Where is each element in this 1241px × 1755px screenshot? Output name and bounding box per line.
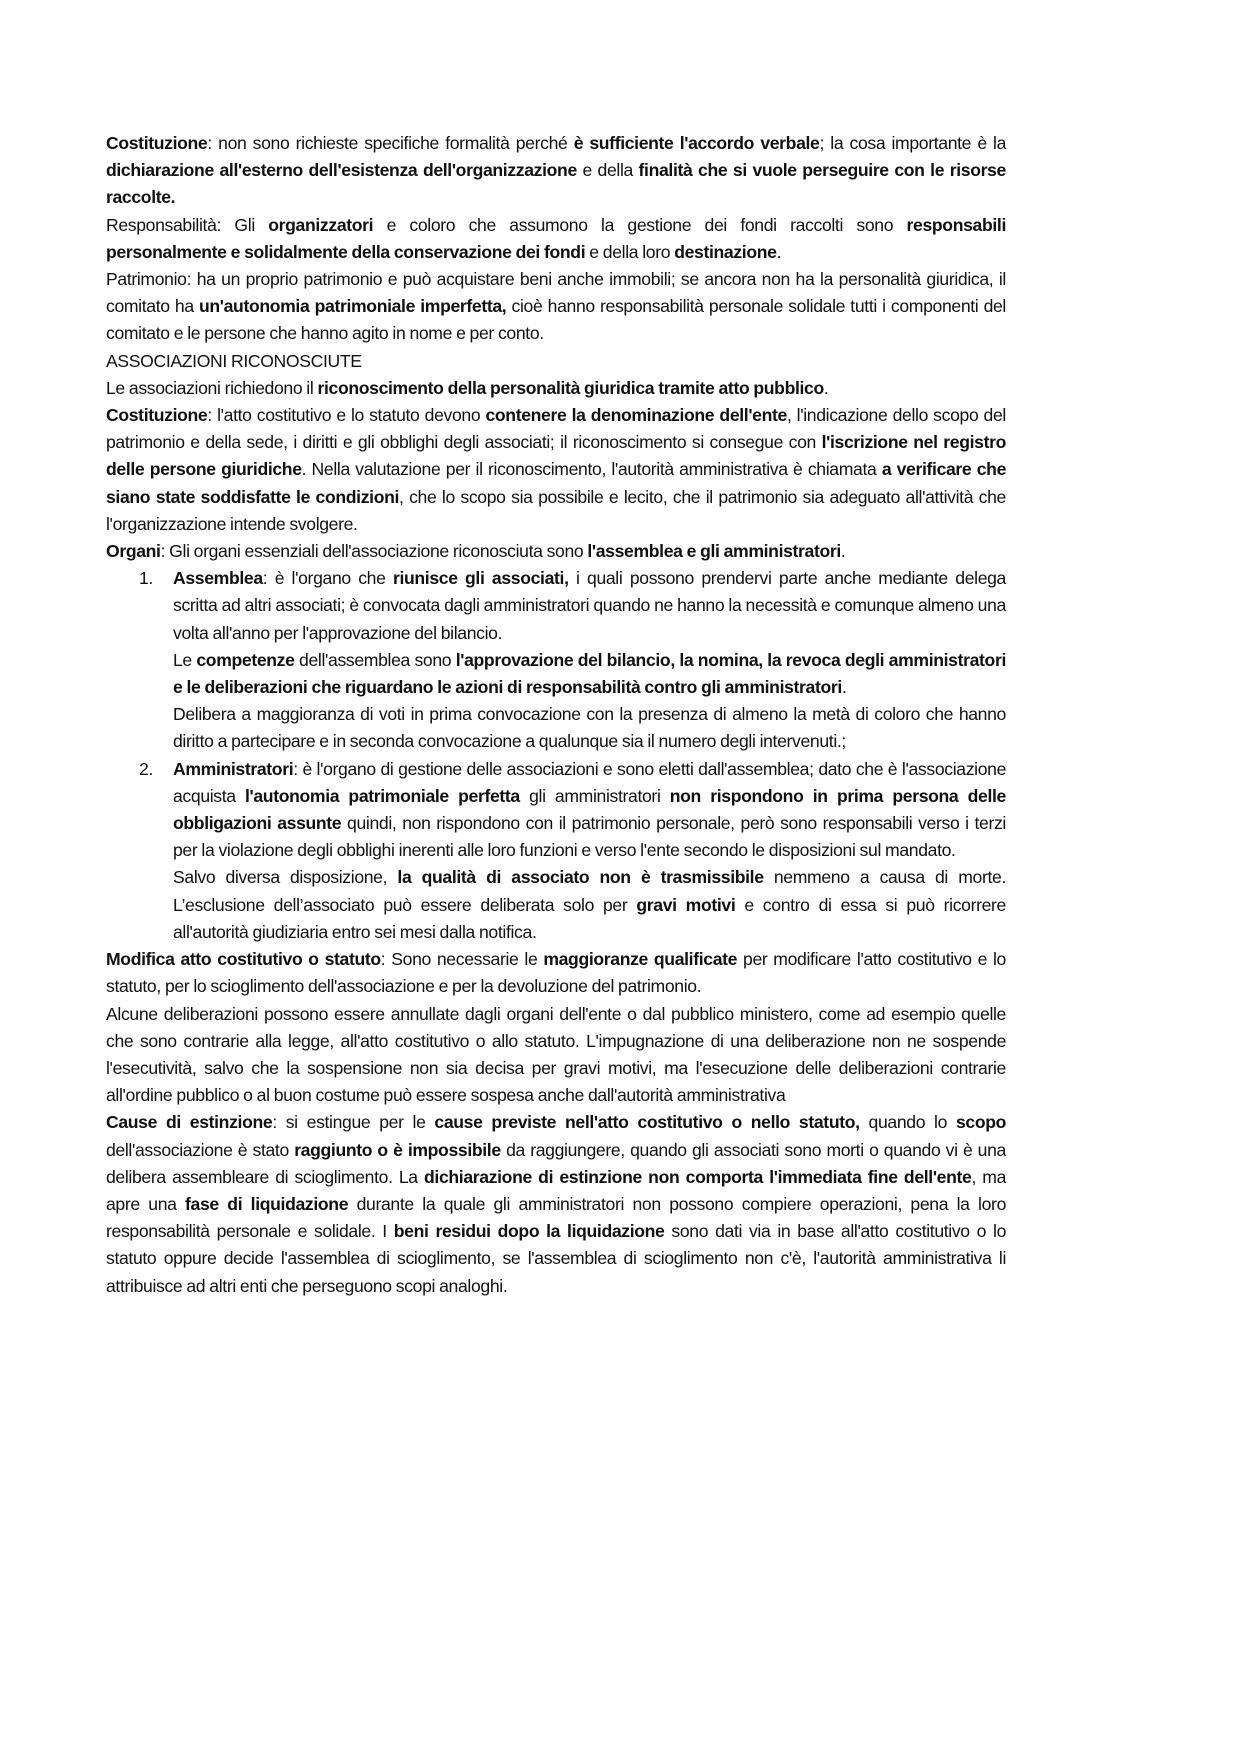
text-run: ASSOCIAZIONI RICONOSCIUTE: [106, 350, 362, 371]
text-run: gli amministratori: [519, 785, 670, 806]
list-item-number: 2.: [139, 758, 153, 779]
paragraph: [106, 402, 1006, 538]
list-item-paragraph: [173, 647, 1006, 701]
text-run: .: [840, 541, 846, 562]
bold-text-run: la qualità di associato non è trasmissibile: [397, 867, 764, 888]
bold-text-run: l'approvazione del bilancio, la nomina, la revoca degli amministratori e le deliberazioni che riguardano le azioni di responsabilità contro gli amministratori: [173, 649, 1006, 698]
bold-text-run: destinazione: [674, 241, 777, 262]
bold-text-run: Organi: [106, 541, 161, 562]
bold-text-run: finalità che si vuole perseguire con le risorse raccolte.: [106, 160, 1006, 208]
closing-section: [106, 946, 1006, 1300]
text-run: sono dati via in base all'atto costitutivo o lo statuto oppure decide l'assemblea di scioglimento, se l'assemblea di scioglimento non c'è, l'autorità amministrativa li attribuisce ad altri enti che perseguono scopi analoghi.: [106, 1221, 1007, 1296]
bold-text-run: non rispondono in prima persona delle obbligazioni assunte: [173, 785, 1006, 834]
paragraph: [106, 375, 1006, 402]
text-run: : è l'organo di gestione delle associazioni e sono eletti dall'assemblea; dato che è l'associazione acquista: [173, 758, 1006, 806]
paragraph: [106, 1001, 1006, 1110]
text-run: , l'indicazione dello scopo del patrimonio e della sede, i diritti e gli obblighi degli associati; il riconoscimento si consegue con: [106, 405, 1006, 453]
document-page: [106, 130, 1006, 1300]
bold-text-run: raggiunto o è impossibile: [294, 1139, 501, 1160]
intro-section: [106, 130, 1006, 565]
bold-text-run: scopo: [955, 1112, 1007, 1133]
text-run: : è l'organo che: [262, 568, 393, 589]
bold-text-run: l'autonomia patrimoniale perfetta: [245, 785, 520, 806]
list-item-paragraph: [173, 565, 1006, 647]
bold-text-run: un'autonomia patrimoniale imperfetta,: [198, 296, 507, 317]
paragraph: [106, 348, 1006, 375]
paragraph: [106, 212, 1006, 266]
list-item-paragraph: [173, 701, 1006, 755]
list-item-number: 1.: [139, 568, 153, 589]
text-run: , che lo scopo sia possibile e lecito, che il patrimonio sia adeguato all'attività che l'organizzazione intende svolgere.: [106, 486, 1006, 534]
bold-text-run: Cause di estinzione: [106, 1112, 273, 1133]
bold-text-run: competenze: [196, 649, 295, 670]
bold-text-run: l'iscrizione nel registro delle persone giuridiche: [106, 432, 1006, 480]
bold-text-run: gravi motivi: [636, 894, 736, 915]
bold-text-run: a verificare che siano state soddisfatte le condizioni: [106, 459, 1007, 507]
text-run: : non sono richieste specifiche formalità perché: [207, 133, 574, 153]
text-run: quindi, non rispondono con il patrimonio personale, però sono responsabili verso i terzi per la violazione degli obblighi inerenti alle loro funzioni e verso l'ente secondo le disposizioni sul mandato.: [173, 813, 1006, 861]
paragraph: [106, 266, 1006, 348]
bold-text-run: maggioranze qualificate: [543, 949, 738, 970]
bold-text-run: Costituzione: [106, 133, 208, 153]
paragraph: [106, 538, 1006, 565]
bold-text-run: dichiarazione all'esterno dell'esistenza dell'organizzazione: [106, 160, 577, 181]
text-run: . Nella valutazione per il riconoscimento, l'autorità amministrativa è chiamata: [301, 459, 882, 480]
bold-text-run: fase di liquidazione: [185, 1193, 349, 1214]
bold-text-run: è sufficiente l'accordo verbale: [573, 133, 820, 153]
text-run: Le: [173, 649, 197, 670]
text-run: e della loro: [585, 241, 675, 262]
paragraph: [106, 130, 1006, 212]
text-run: e della: [576, 160, 639, 181]
bold-text-run: beni residui dopo la liquidazione: [393, 1221, 665, 1242]
paragraph: [106, 1109, 1006, 1299]
text-run: e contro di essa si può ricorrere all'autorità giudiziaria entro sei mesi dalla notifica.: [173, 894, 1006, 942]
list-item-paragraph: [173, 864, 1006, 946]
bold-text-run: contenere la denominazione dell'ente: [485, 405, 787, 426]
text-run: Le associazioni richiedono il: [106, 377, 318, 398]
text-run: Salvo diversa disposizione,: [173, 867, 398, 888]
bold-text-run: dichiarazione di estinzione non comporta l'immediata fine dell'ente: [424, 1166, 972, 1187]
text-run: da raggiungere, quando gli associati sono morti o quando vi è una delibera assembleare di scioglimento. La: [106, 1139, 1006, 1187]
bold-text-run: cause previste nell'atto costitutivo o nello statuto,: [434, 1112, 860, 1133]
text-run: quando lo: [859, 1112, 956, 1133]
text-run: cioè hanno responsabilità personale solidale tutti i componenti del comitato e le persone che hanno agito in nome e per conto.: [106, 296, 1006, 344]
text-run: : l'atto costitutivo e lo statuto devono: [207, 405, 486, 426]
text-run: , ma apre una: [106, 1166, 1007, 1214]
text-run: dell'assemblea sono: [294, 649, 456, 670]
text-run: nemmeno a causa di morte. L’esclusione dell’associato può essere deliberata solo per: [173, 867, 1006, 915]
list-item: [106, 565, 1006, 755]
organs-numbered-list: [106, 565, 1006, 946]
bold-text-run: l'assemblea e gli amministratori: [587, 541, 841, 562]
text-run: Responsabilità: Gli: [106, 214, 269, 235]
text-run: .: [841, 677, 847, 698]
text-run: ; la cosa importante è la: [819, 133, 1007, 153]
bold-text-run: riconoscimento della personalità giuridica tramite atto pubblico: [317, 377, 824, 398]
text-run: e coloro che assumono la gestione dei fondi raccolti sono: [373, 214, 907, 235]
text-run: per modificare l'atto costitutivo e lo statuto, per lo scioglimento dell'associazione e per la devoluzione del patrimonio.: [106, 949, 1006, 997]
bold-text-run: Amministratori: [173, 758, 294, 779]
text-run: : si estingue per le: [272, 1112, 435, 1133]
bold-text-run: responsabili personalmente e solidalmente della conservazione dei fondi: [106, 214, 1006, 262]
text-run: Delibera a maggioranza di voti in prima convocazione con la presenza di almeno la metà di coloro che hanno diritto a partecipare e in seconda convocazione a qualunque sia il numero degli intervenuti.;: [173, 704, 1006, 752]
text-run: i quali possono prendervi parte anche mediante delega scritta ad altri associati; è convocata dagli amministratori quando ne hanno la necessità e comunque almeno una volta all'anno per l'approvazione del bilancio.: [173, 568, 1006, 643]
text-run: Patrimonio: ha un proprio patrimonio e può acquistare beni anche immobili; se ancora non ha la personalità giuridica, il comitato ha: [106, 269, 1006, 317]
text-run: : Sono necessarie le: [380, 949, 544, 970]
bold-text-run: Assemblea: [173, 568, 263, 589]
bold-text-run: riunisce gli associati,: [392, 568, 569, 589]
text-run: .: [823, 377, 829, 398]
paragraph: [106, 946, 1006, 1000]
text-run: : Gli organi essenziali dell'associazione riconosciuta sono: [160, 541, 588, 562]
text-run: .: [776, 241, 782, 262]
text-run: durante la quale gli amministratori non possono compiere operazioni, pena la loro responsabilità personale e solidale. I: [106, 1193, 1006, 1242]
text-run: Alcune deliberazioni possono essere annullate dagli organi dell'ente o dal pubblico ministero, come ad esempio quelle che sono contrarie alla legge, all'atto costitutivo o allo statuto. L'impugnazione di una deliberazione non ne sospende l'esecutività, salvo che la sospensione non sia decisa per gravi motivi, ma l'esecuzione delle deliberazioni contrarie all'ordine pubblico o al buon costume può essere sospesa anche dall'autorità amministrativa: [106, 1003, 1006, 1106]
text-run: dell'associazione è stato: [106, 1139, 295, 1160]
list-item-paragraph: [173, 756, 1006, 865]
list-item: [106, 756, 1006, 946]
bold-text-run: organizzatori: [268, 214, 374, 235]
bold-text-run: Modifica atto costitutivo o statuto: [106, 949, 381, 970]
bold-text-run: Costituzione: [106, 405, 208, 426]
